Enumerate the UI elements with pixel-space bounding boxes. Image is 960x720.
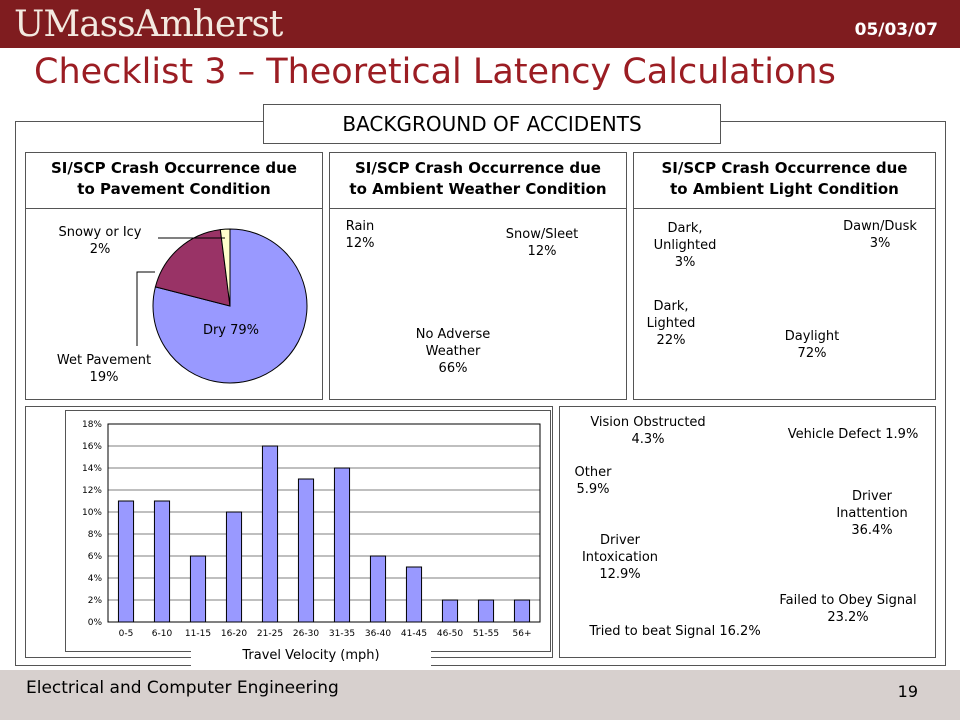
footer-bar	[0, 670, 960, 720]
bar-21-25	[262, 446, 277, 622]
panel-title-line: to Pavement Condition	[77, 180, 271, 198]
bar-16-20	[226, 512, 241, 622]
label-line: Snowy or Icy	[58, 225, 142, 240]
bar-26-30	[298, 479, 313, 622]
label-line: Dawn/Dusk	[843, 219, 917, 234]
label-line: Driver	[851, 489, 892, 504]
panel-title-line: to Ambient Weather Condition	[349, 180, 607, 198]
label-line: 5.9%	[576, 482, 610, 497]
label-line: Inattention	[836, 506, 908, 521]
label-line: Vehicle Defect 1.9%	[787, 427, 919, 442]
slide-date: 05/03/07	[854, 20, 938, 40]
label-line: Vision Obstructed	[590, 415, 706, 430]
label-line: Wet Pavement	[56, 353, 152, 368]
y-tick-label: 10%	[81, 508, 102, 518]
label-line: 2%	[89, 242, 111, 257]
y-tick-label: 6%	[87, 552, 102, 562]
slide-title: Checklist 3 – Theoretical Latency Calculations	[34, 52, 836, 92]
label-line: Unlighted	[653, 238, 717, 253]
label-line: Intoxication	[581, 550, 659, 565]
y-tick-label: 4%	[87, 574, 102, 584]
label-line: Lighted	[646, 316, 696, 331]
bar-46-50	[442, 600, 457, 622]
x-tick-label: 11-15	[184, 629, 212, 639]
label-line: Other	[574, 465, 612, 480]
label-line: Driver	[599, 533, 640, 548]
umass-logo: UMassAmherst	[14, 4, 283, 45]
label-line: No Adverse	[415, 327, 491, 342]
label-line: 4.3%	[631, 432, 665, 447]
bar-36-40	[370, 556, 385, 622]
label-line: Daylight	[784, 329, 840, 344]
x-tick-label: 36-40	[364, 629, 392, 639]
x-tick-label: 0-5	[118, 629, 134, 639]
x-tick-label: 16-20	[220, 629, 248, 639]
label-line: Tried to beat Signal 16.2%	[589, 624, 761, 639]
label-line: 3%	[869, 236, 891, 251]
cause-label-inattention	[820, 488, 924, 539]
label-line: 19%	[89, 370, 119, 385]
cause-label-vision	[572, 414, 724, 448]
x-tick-label: 46-50	[436, 629, 464, 639]
panel-title-line: to Ambient Light Condition	[670, 180, 899, 198]
page-number: 19	[897, 682, 918, 701]
y-tick-label: 14%	[81, 464, 102, 474]
label-line: 22%	[656, 333, 686, 348]
label-line: Weather	[425, 344, 481, 359]
y-tick-label: 12%	[81, 486, 102, 496]
bar-0-5	[118, 501, 133, 622]
cause-label-failed	[756, 592, 940, 626]
x-tick-label: 21-25	[256, 629, 284, 639]
cause-label-tried	[562, 623, 788, 640]
cause-label-intoxication	[566, 532, 674, 583]
label-line: Rain	[345, 219, 375, 234]
label-line: 36.4%	[851, 523, 893, 538]
x-tick-label: 26-30	[292, 629, 320, 639]
panel-title-line: SI/SCP Crash Occurrence due	[355, 159, 601, 177]
bar-31-35	[334, 468, 349, 622]
label-line: Dark,	[667, 221, 703, 236]
x-tick-label: 51-55	[472, 629, 500, 639]
label-line: Snow/Sleet	[505, 227, 579, 242]
label-line: Failed to Obey Signal	[779, 593, 917, 608]
bar-41-45	[406, 567, 421, 622]
x-tick-label: 6-10	[151, 629, 173, 639]
label-line: Dry 79%	[202, 323, 260, 338]
section-title: BACKGROUND OF ACCIDENTS	[263, 104, 721, 144]
x-tick-label: 41-45	[400, 629, 428, 639]
y-tick-label: 8%	[87, 530, 102, 540]
label-line: 3%	[674, 255, 696, 270]
bar-6-10	[154, 501, 169, 622]
footer-department: Electrical and Computer Engineering	[26, 678, 339, 698]
bar-56+	[514, 600, 529, 622]
y-tick-label: 16%	[81, 442, 102, 452]
label-line: 12%	[345, 236, 375, 251]
panel-title-line: SI/SCP Crash Occurrence due	[661, 159, 908, 177]
label-line: 72%	[797, 346, 827, 361]
cause-label-other	[568, 464, 618, 498]
label-line: Dark,	[653, 299, 689, 314]
bar-51-55	[478, 600, 493, 622]
plot-area	[108, 424, 540, 622]
x-tick-label: 31-35	[328, 629, 356, 639]
label-line: 66%	[438, 361, 468, 376]
y-tick-label: 0%	[87, 618, 102, 628]
cause-label-vehicle	[772, 426, 934, 443]
y-tick-label: 2%	[87, 596, 102, 606]
label-line: 23.2%	[827, 610, 869, 625]
x-tick-label: 56+	[512, 629, 532, 639]
label-line: 12.9%	[599, 567, 641, 582]
x-axis-label: Travel Velocity (mph)	[191, 645, 431, 667]
y-tick-label: 18%	[81, 420, 102, 430]
bar-11-15	[190, 556, 205, 622]
panel-title-line: SI/SCP Crash Occurrence due	[51, 159, 297, 177]
label-line: 12%	[527, 244, 557, 259]
